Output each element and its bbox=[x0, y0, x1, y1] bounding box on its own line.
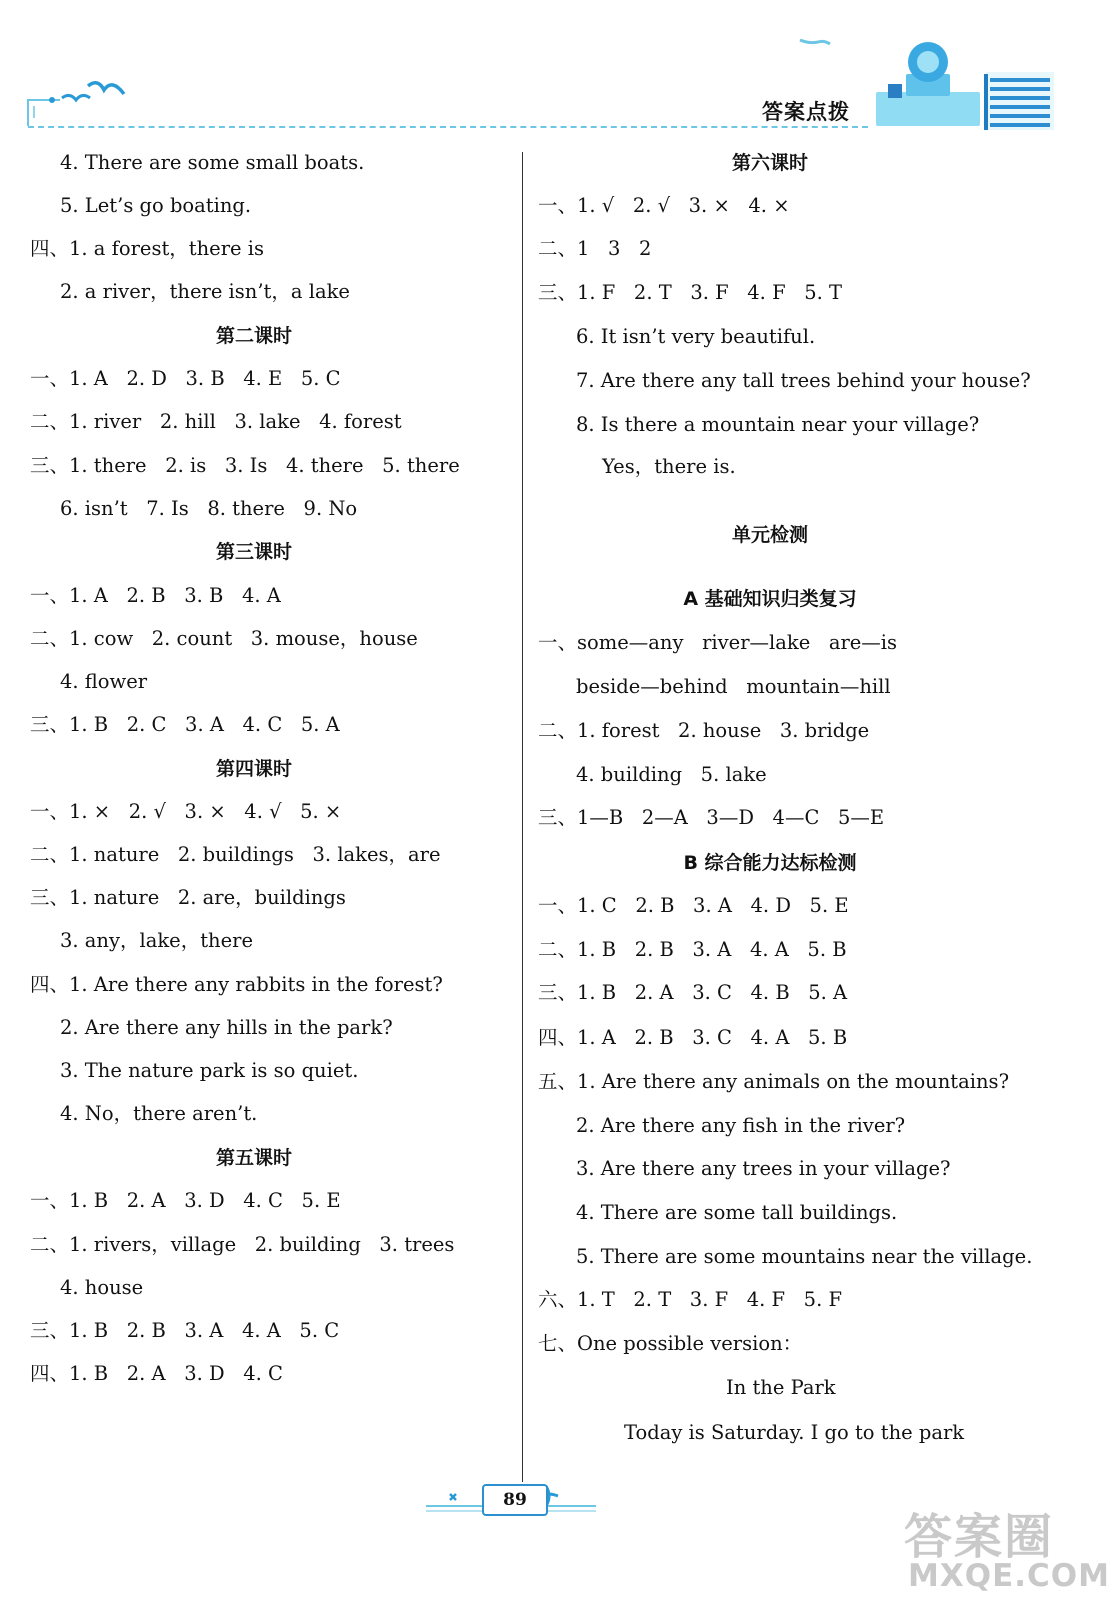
left-answer-line: 3. any，lake，there bbox=[60, 929, 254, 952]
left-answer-line: 三、1. there 2. is 3. Is 4. there 5. there bbox=[30, 454, 460, 477]
right-answer-line: 六、1. T 2. T 3. F 4. F 5. F bbox=[538, 1288, 843, 1311]
right-answer-line: 3. Are there any trees in your village? bbox=[576, 1157, 951, 1180]
right-answer-line: 4. building 5. lake bbox=[576, 763, 767, 786]
left-answer-line: 一、1. A 2. D 3. B 4. E 5. C bbox=[30, 367, 341, 390]
left-answer-line: 一、1. A 2. B 3. B 4. A bbox=[30, 584, 281, 607]
left-answer-line: 三、1. nature 2. are，buildings bbox=[30, 886, 346, 909]
right-answer-line: 四、1. A 2. B 3. C 4. A 5. B bbox=[538, 1026, 848, 1049]
column-divider bbox=[522, 152, 523, 1482]
right-answer-line: 2. Are there any fish in the river? bbox=[576, 1114, 906, 1137]
left-answer-line: 二、1. river 2. hill 3. lake 4. forest bbox=[30, 410, 402, 433]
right-section-heading: 第六课时 bbox=[731, 152, 809, 174]
right-answer-line: 三、1—B 2—A 3—D 4—C 5—E bbox=[538, 806, 885, 829]
right-section-heading: A 基础知识归类复习 bbox=[683, 588, 857, 610]
right-answer-line: 一、1. C 2. B 3. A 4. D 5. E bbox=[538, 894, 849, 917]
right-answer-line: In the Park bbox=[726, 1376, 836, 1399]
left-answer-line: 4. No，there aren’t. bbox=[60, 1102, 258, 1125]
page-header bbox=[0, 0, 1084, 140]
right-answer-line: 二、1. B 2. B 3. A 4. A 5. B bbox=[538, 938, 847, 961]
left-answer-line: 四、1. B 2. A 3. D 4. C bbox=[30, 1362, 283, 1385]
left-answer-line: 6. isn’t 7. Is 8. there 9. No bbox=[60, 497, 358, 520]
left-answer-line: 三、1. B 2. B 3. A 4. A 5. C bbox=[30, 1319, 340, 1342]
left-section-heading: 第四课时 bbox=[215, 758, 293, 780]
header-decoration bbox=[0, 0, 1084, 140]
right-answer-line: 一、1. √ 2. √ 3. × 4. × bbox=[538, 194, 790, 217]
left-answer-line: 一、1. B 2. A 3. D 4. C 5. E bbox=[30, 1189, 341, 1212]
right-answer-line: 7. Are there any tall trees behind your house? bbox=[576, 369, 1031, 392]
left-answer-line: 2. Are there any hills in the park? bbox=[60, 1016, 393, 1039]
page-number: 89 bbox=[482, 1484, 548, 1516]
left-answer-line: 三、1. B 2. C 3. A 4. C 5. A bbox=[30, 713, 340, 736]
left-answer-line: 4. house bbox=[60, 1276, 144, 1299]
left-answer-line: 5. Let’s go boating. bbox=[60, 194, 252, 217]
right-answer-line: beside—behind mountain—hill bbox=[576, 675, 891, 698]
watermark-logo-text: 答案圈 bbox=[904, 1509, 1055, 1565]
header-title: 答案点拨 bbox=[762, 100, 850, 124]
left-answer-line: 4. There are some small boats. bbox=[60, 151, 365, 174]
right-answer-line: 三、1. F 2. T 3. F 4. F 5. T bbox=[538, 281, 843, 304]
right-answer-line: 二、1 3 2 bbox=[538, 237, 652, 260]
right-answer-line: 七、One possible version： bbox=[538, 1332, 803, 1355]
left-section-heading: 第二课时 bbox=[215, 325, 293, 347]
bird-icon bbox=[88, 83, 124, 94]
watermark bbox=[900, 1498, 1110, 1598]
left-answer-line: 4. flower bbox=[60, 670, 148, 693]
left-answer-line: 2. a river，there isn’t，a lake bbox=[60, 280, 350, 303]
right-answer-line: 五、1. Are there any animals on the mountains? bbox=[538, 1070, 1010, 1093]
right-answer-line: Yes，there is. bbox=[602, 455, 736, 478]
right-answer-line: Today is Saturday. I go to the park bbox=[624, 1421, 965, 1444]
left-answer-line: 四、1. Are there any rabbits in the forest? bbox=[30, 973, 443, 996]
watermark-url: MXQE.COM bbox=[908, 1558, 1110, 1594]
left-answer-line: 二、1. rivers，village 2. building 3. trees bbox=[30, 1233, 455, 1256]
bird-icon bbox=[62, 95, 90, 100]
right-answer-line: 5. There are some mountains near the village. bbox=[576, 1245, 1033, 1268]
left-section-heading: 第三课时 bbox=[215, 541, 293, 563]
page-footer bbox=[420, 1480, 620, 1530]
right-answer-line: 三、1. B 2. A 3. C 4. B 5. A bbox=[538, 981, 848, 1004]
right-answer-line: 8. Is there a mountain near your village? bbox=[576, 413, 980, 436]
right-answer-line: 4. There are some tall buildings. bbox=[576, 1201, 898, 1224]
right-section-heading: B 综合能力达标检测 bbox=[683, 852, 857, 874]
left-answer-line: 一、1. × 2. √ 3. × 4. √ 5. × bbox=[30, 800, 342, 823]
header-dashed-rule bbox=[28, 126, 868, 128]
left-answer-line: 四、1. a forest，there is bbox=[30, 237, 265, 260]
left-section-heading: 第五课时 bbox=[215, 1147, 293, 1169]
right-answer-line: 二、1. forest 2. house 3. bridge bbox=[538, 719, 870, 742]
left-answer-line: 二、1. nature 2. buildings 3. lakes，are bbox=[30, 843, 441, 866]
right-section-heading: 单元检测 bbox=[731, 524, 809, 546]
left-answer-line: 二、1. cow 2. count 3. mouse，house bbox=[30, 627, 418, 650]
right-answer-line: 6. It isn’t very beautiful. bbox=[576, 325, 816, 348]
right-answer-line: 一、some—any river—lake are—is bbox=[538, 631, 898, 654]
left-answer-line: 3. The nature park is so quiet. bbox=[60, 1059, 359, 1082]
